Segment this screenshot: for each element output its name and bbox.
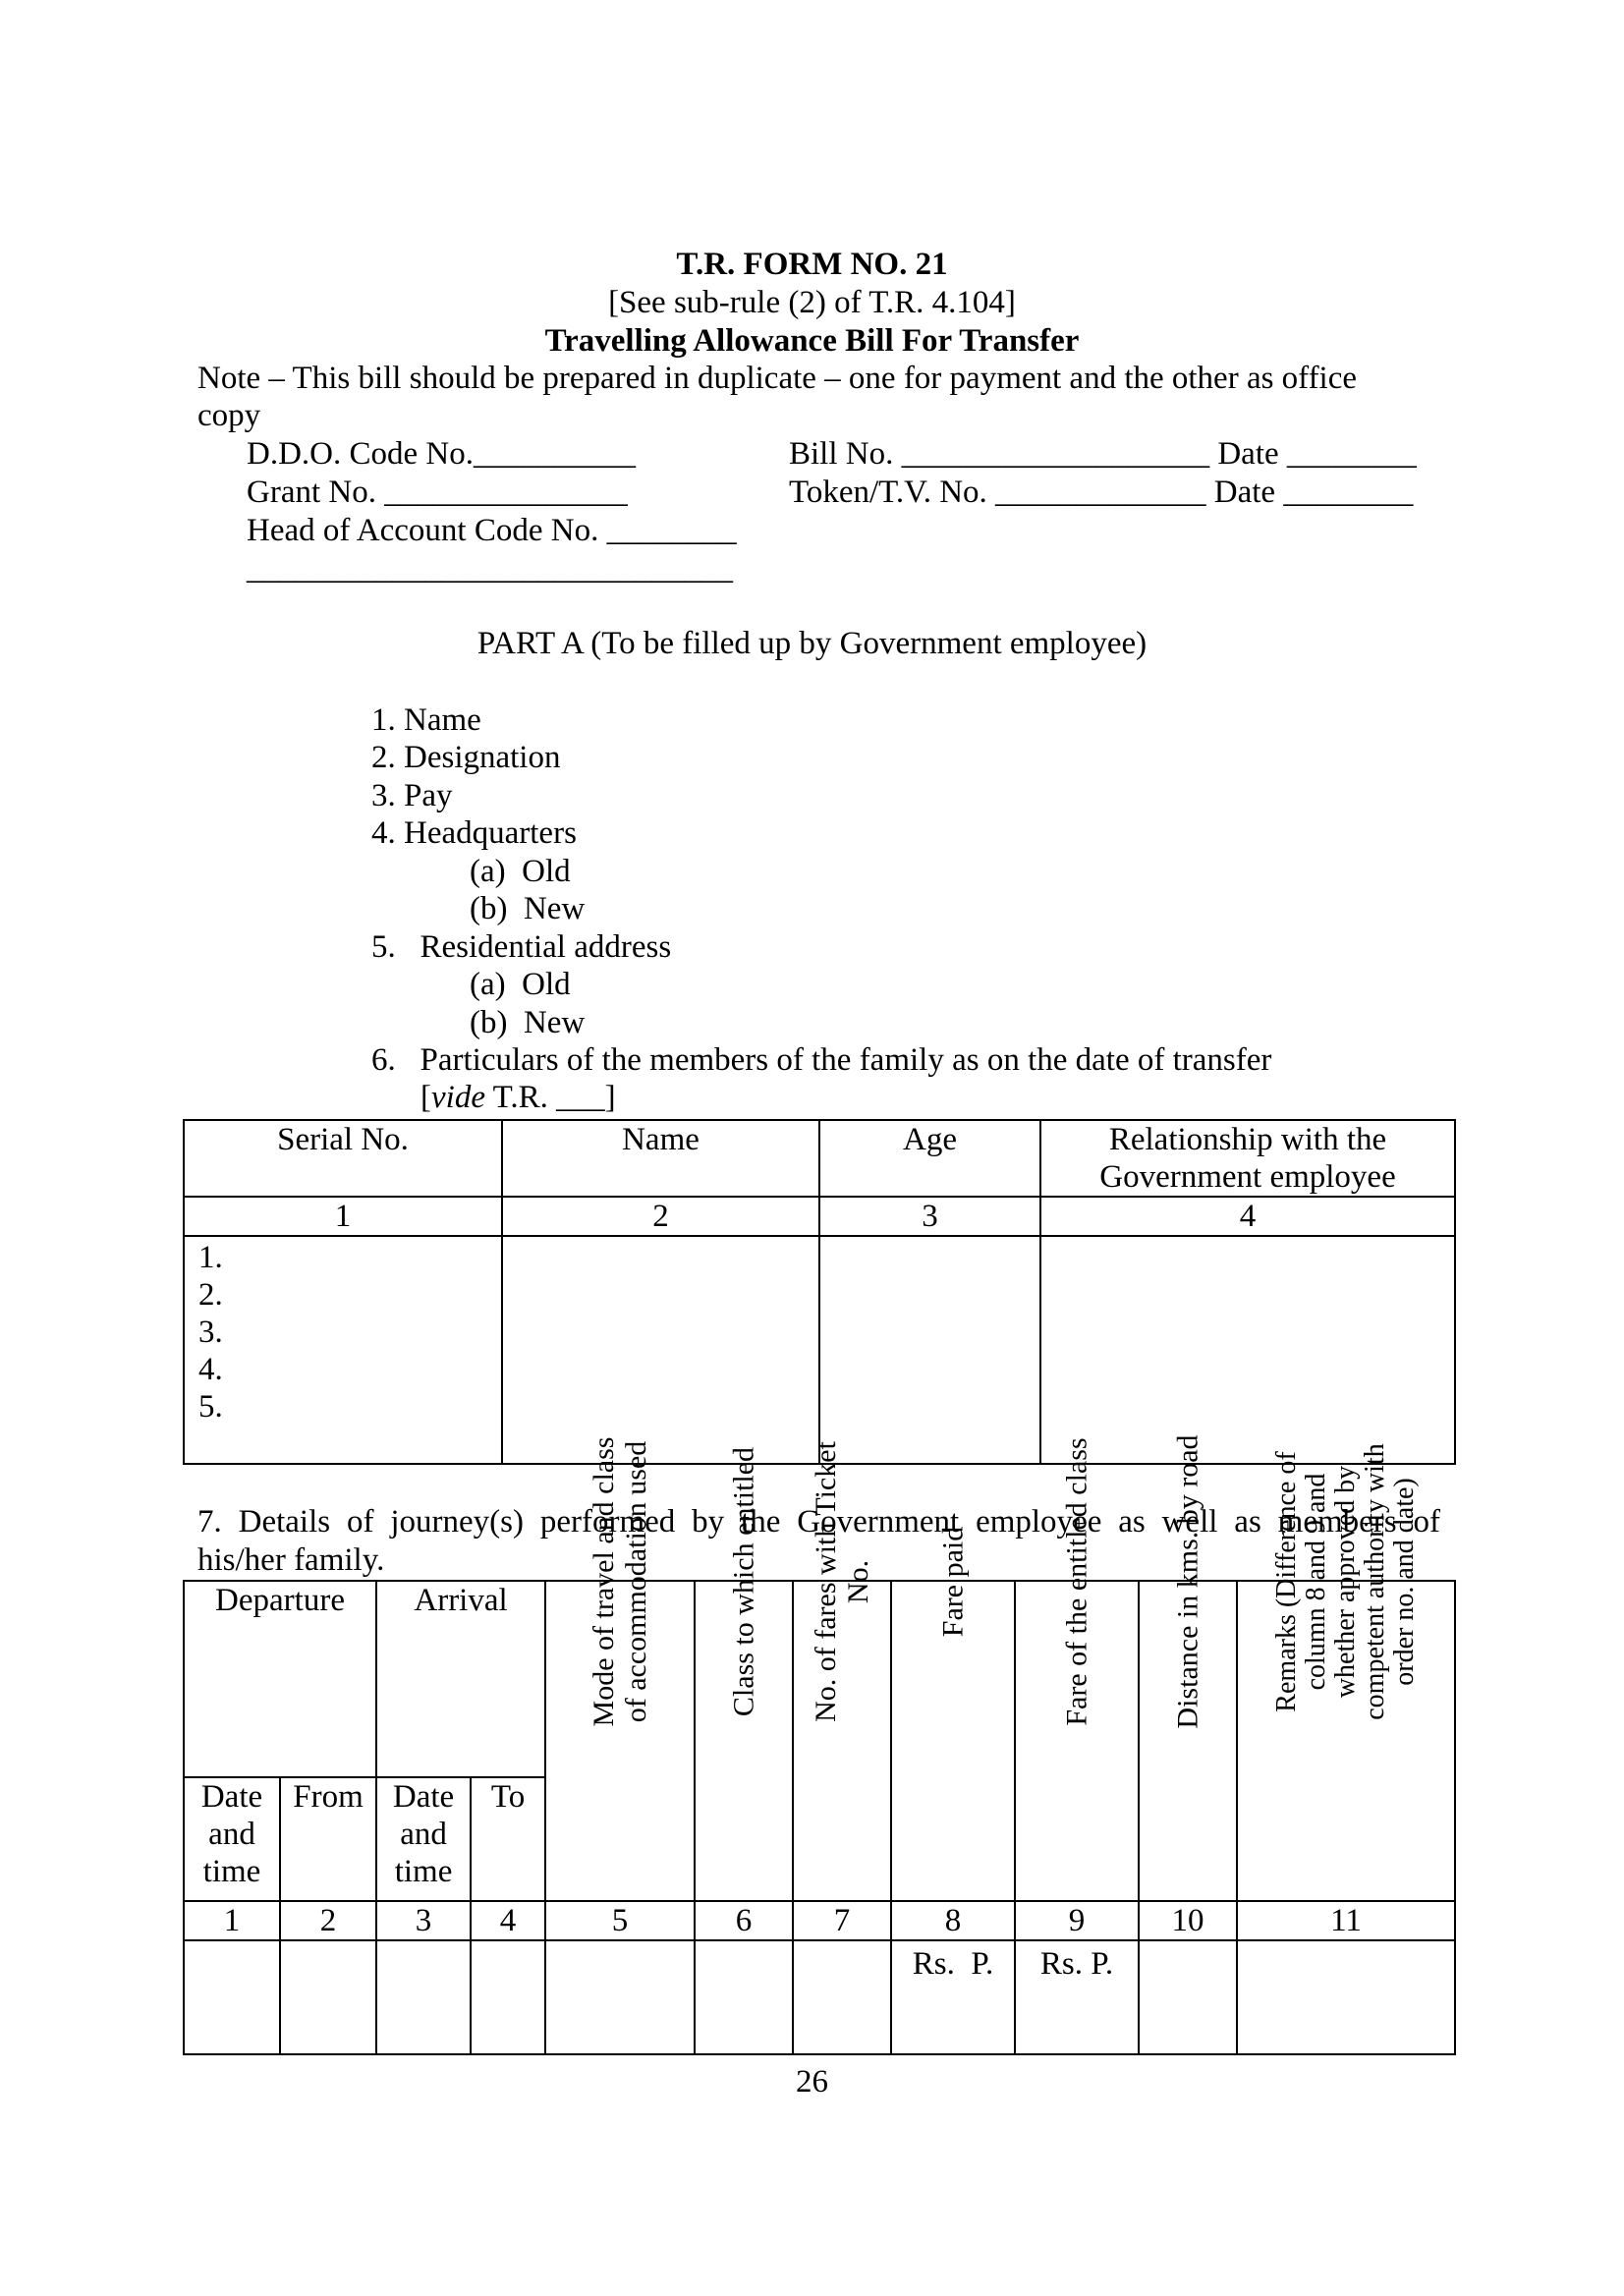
vide-open-bracket: [ <box>420 1080 431 1115</box>
journey-col-1: 1 <box>184 1901 280 1940</box>
header-remarks-cell <box>1237 1443 1455 1901</box>
item-headquarters-new: (b) New <box>470 891 586 926</box>
family-table-header-row <box>184 1120 1455 1197</box>
entry-remarks[interactable] <box>1237 1940 1455 2054</box>
item-headquarters-old: (a) Old <box>470 854 571 889</box>
header-class-entitled-cell <box>695 1446 793 1901</box>
journey-col-6: 6 <box>695 1901 793 1940</box>
header-departure: Departure <box>184 1581 376 1777</box>
entry-mode[interactable] <box>545 1940 695 2054</box>
col-number-4: 4 <box>1040 1197 1455 1236</box>
journey-col-2: 2 <box>280 1901 376 1940</box>
item-name: 1. Name <box>371 702 481 738</box>
item-pay: 3. Pay <box>371 778 453 813</box>
header-relationship: Relationship with the Government employee <box>1040 1120 1455 1197</box>
vide-rule-number: T.R. ___] <box>484 1080 616 1115</box>
header-serial-no: Serial No. <box>184 1120 502 1197</box>
serial-3: 3. <box>198 1315 223 1350</box>
header-fare-paid: Fare paid <box>936 1526 970 1638</box>
grant-number-field[interactable]: Grant No. _______________ <box>247 475 628 510</box>
header-distance: Distance in kms. by road <box>1171 1434 1204 1729</box>
col-number-1: 1 <box>184 1197 502 1236</box>
note-line-1: Note – This bill should be prepared in duplicate – one for payment and the other as office <box>197 361 1358 396</box>
vide-word: vide <box>431 1080 485 1115</box>
header-from: From <box>280 1777 376 1901</box>
journey-col-9: 9 <box>1015 1901 1139 1940</box>
head-of-account-extra-line[interactable]: ______________________________ <box>247 551 733 587</box>
bill-number-field[interactable]: Bill No. ___________________ Date ________ <box>789 436 1417 472</box>
col-number-3: 3 <box>819 1197 1040 1236</box>
token-number-field[interactable]: Token/T.V. No. _____________ Date ________ <box>789 475 1414 510</box>
journey-header-row-1 <box>184 1581 1455 1777</box>
serial-2: 2. <box>198 1277 223 1313</box>
entry-to[interactable] <box>471 1940 545 2054</box>
journey-col-8: 8 <box>891 1901 1015 1940</box>
vide-reference <box>420 1079 616 1116</box>
entry-fare-entitled[interactable]: Rs. P. <box>1015 1940 1139 2054</box>
header-mode-cell <box>545 1436 695 1901</box>
header-mode: Mode of travel and class of accommodation used <box>588 1436 653 1727</box>
entry-class-entitled[interactable] <box>695 1940 793 2054</box>
col-number-2: 2 <box>502 1197 819 1236</box>
ddo-code-field[interactable]: D.D.O. Code No.__________ <box>247 436 636 472</box>
entry-departure-date[interactable] <box>184 1940 280 2054</box>
header-distance-cell <box>1139 1434 1237 1901</box>
head-of-account-field[interactable]: Head of Account Code No. ________ <box>247 513 737 548</box>
serial-list <box>184 1236 502 1464</box>
journey-intro-line-1: 7. Details of journey(s) performed by the Government employee as well as members of <box>197 1504 1440 1540</box>
name-entry-cell[interactable] <box>502 1236 819 1464</box>
header-no-of-fares-cell <box>793 1441 891 1901</box>
entry-arrival-date[interactable] <box>376 1940 471 2054</box>
journey-col-10: 10 <box>1139 1901 1237 1940</box>
family-table-number-row <box>184 1197 1455 1236</box>
serial-5: 5. <box>198 1389 223 1425</box>
journey-col-11: 11 <box>1237 1901 1455 1940</box>
entry-from[interactable] <box>280 1940 376 2054</box>
note-line-2: copy <box>197 398 261 433</box>
serial-1: 1. <box>198 1240 223 1275</box>
part-a-title: PART A (To be filled up by Government employee) <box>476 626 1148 661</box>
journey-col-3: 3 <box>376 1901 471 1940</box>
header-to: To <box>471 1777 545 1901</box>
page-number: 26 <box>796 2064 828 2100</box>
header-name: Name <box>502 1120 819 1197</box>
item-family-particulars: 6. Particulars of the members of the family as on the date of transfer <box>371 1042 1272 1078</box>
header-fare-entitled-cell <box>1015 1437 1139 1901</box>
age-entry-cell[interactable] <box>819 1236 1040 1464</box>
item-residential-address: 5. Residential address <box>371 929 672 965</box>
header-arrival-date-time: Date and time <box>376 1777 471 1901</box>
sub-rule-reference: [See sub-rule (2) of T.R. 4.104] <box>608 285 1016 320</box>
journey-col-4: 4 <box>471 1901 545 1940</box>
journey-entry-row <box>184 1940 1455 2054</box>
item-residential-old: (a) Old <box>470 967 571 1002</box>
entry-no-of-fares[interactable] <box>793 1940 891 2054</box>
item-designation: 2. Designation <box>371 740 561 775</box>
item-headquarters: 4. Headquarters <box>371 815 577 851</box>
header-arrival: Arrival <box>376 1581 545 1777</box>
journey-number-row <box>184 1901 1455 1940</box>
journey-intro-line-2: his/her family. <box>197 1542 385 1578</box>
header-remarks: Remarks (Difference of column 8 and 9 and whether approved by competent authority with order no. and date) <box>1271 1443 1421 1720</box>
entry-distance[interactable] <box>1139 1940 1237 2054</box>
journey-col-5: 5 <box>545 1901 695 1940</box>
header-no-of-fares: No. of fares with Ticket No. <box>810 1441 875 1722</box>
header-age: Age <box>819 1120 1040 1197</box>
header-fare-entitled: Fare of the entitled class <box>1060 1437 1093 1726</box>
header-fare-paid-cell <box>891 1526 1015 1901</box>
family-table-entry-row <box>184 1236 1455 1464</box>
journey-col-7: 7 <box>793 1901 891 1940</box>
form-title: Travelling Allowance Bill For Transfer <box>544 323 1080 359</box>
header-departure-date-time: Date and time <box>184 1777 280 1901</box>
header-class-entitled: Class to which entitled <box>727 1446 760 1717</box>
form-number: T.R. FORM NO. 21 <box>676 247 948 282</box>
serial-4: 4. <box>198 1352 223 1387</box>
entry-fare-paid[interactable]: Rs. P. <box>891 1940 1015 2054</box>
item-residential-new: (b) New <box>470 1005 586 1040</box>
family-members-table <box>183 1119 1456 1465</box>
